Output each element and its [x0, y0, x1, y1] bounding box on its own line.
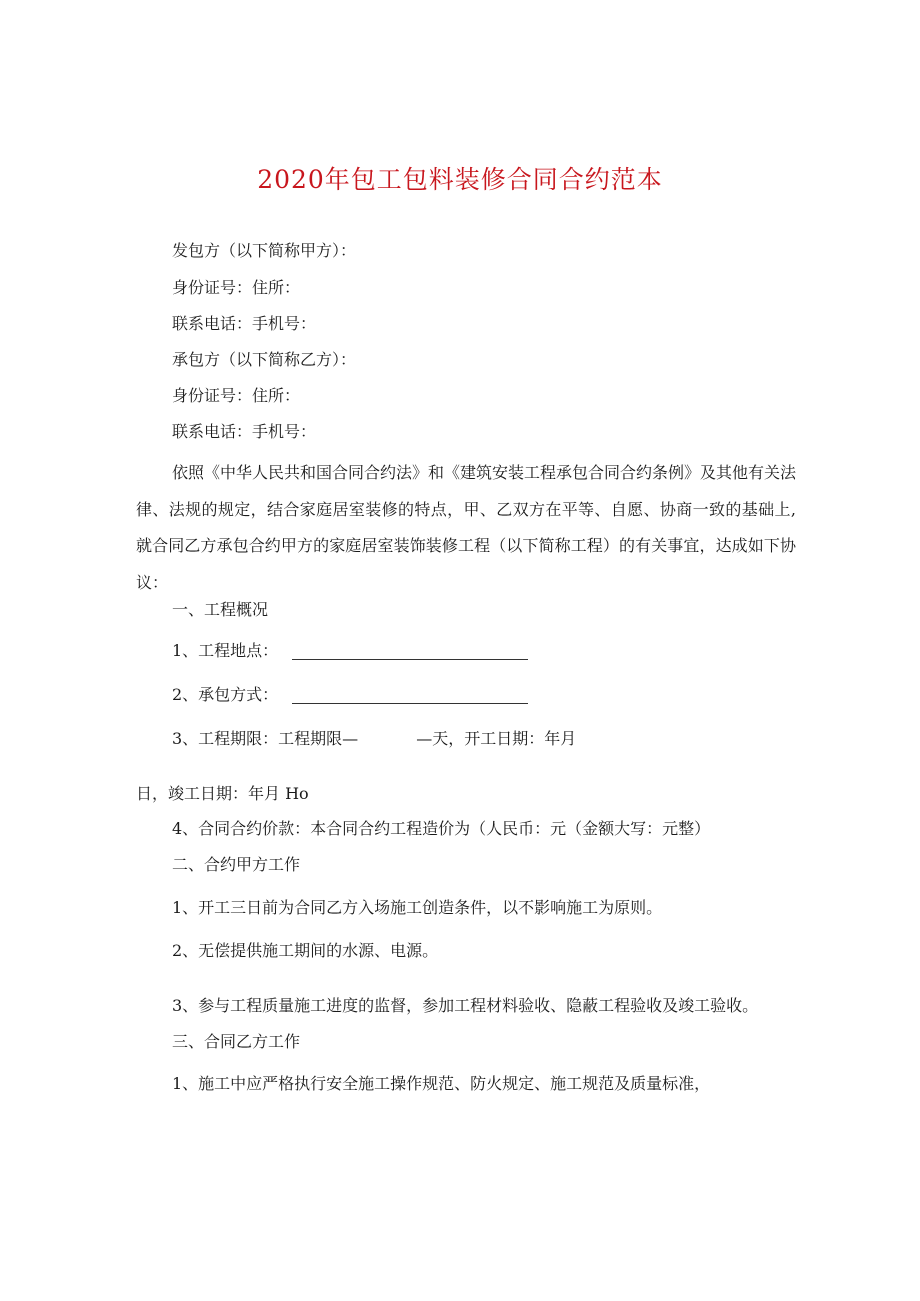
project-location-line — [172, 641, 528, 661]
party-b-id-address: 身份证号：住所： — [172, 386, 301, 405]
party-b-label: 承包方（以下简称乙方）： — [172, 350, 357, 369]
project-period-label: 3、工程期限：工程期限— — [172, 729, 359, 748]
completion-date-line: 日，竣工日期：年月 Ho — [136, 784, 309, 803]
party-a-contact: 联系电话：手机号： — [172, 314, 317, 333]
project-period-line — [172, 729, 576, 749]
section-3-heading: 三、合同乙方工作 — [172, 1032, 301, 1051]
document-title: 2020年包工包料装修合同合约范本 — [257, 165, 663, 194]
party-a-label: 发包方（以下简称甲方）： — [172, 241, 357, 260]
party-a-id-address: 身份证号：住所： — [172, 278, 301, 297]
section-2-item-2: 2、无偿提供施工期间的水源、电源。 — [172, 941, 439, 960]
project-location-label: 1、工程地点： — [172, 641, 279, 660]
section-1-heading: 一、工程概况 — [172, 600, 269, 619]
section-2-heading: 二、合约甲方工作 — [172, 855, 301, 874]
party-b-contact: 联系电话：手机号： — [172, 422, 317, 441]
intro-paragraph: 依照《中华人民共和国合同合约法》和《建筑安装工程承包合同合约条例》及其他有关法律、法规的规定，结合家庭居室装修的特点，甲、乙双方在平等、自愿、协商一致的基础上,就合同乙方承包合约甲方的家庭居室装饰装修工程（以下简称工程）的有关事宜，达成如下协议： — [136, 463, 797, 592]
contract-mode-blank — [292, 687, 528, 704]
section-2-item-3: 3、参与工程质量施工进度的监督，参加工程材料验收、隐蔽工程验收及竣工验收。 — [172, 996, 759, 1015]
project-period-days: —天，开工日期：年月 — [416, 729, 577, 748]
section-2-item-1: 1、开工三日前为合同乙方入场施工创造条件，以不影响施工为原则。 — [172, 898, 663, 917]
contract-mode-line — [172, 685, 528, 705]
contract-price-line: 4、合同合约价款：本合同合约工程造价为（人民币：元（金额大写：元整） — [172, 819, 711, 838]
contract-mode-label: 2、承包方式： — [172, 685, 279, 704]
section-3-item-1: 1、施工中应严格执行安全施工操作规范、防火规定、施工规范及质量标准， — [172, 1074, 711, 1093]
project-location-blank — [292, 643, 528, 660]
